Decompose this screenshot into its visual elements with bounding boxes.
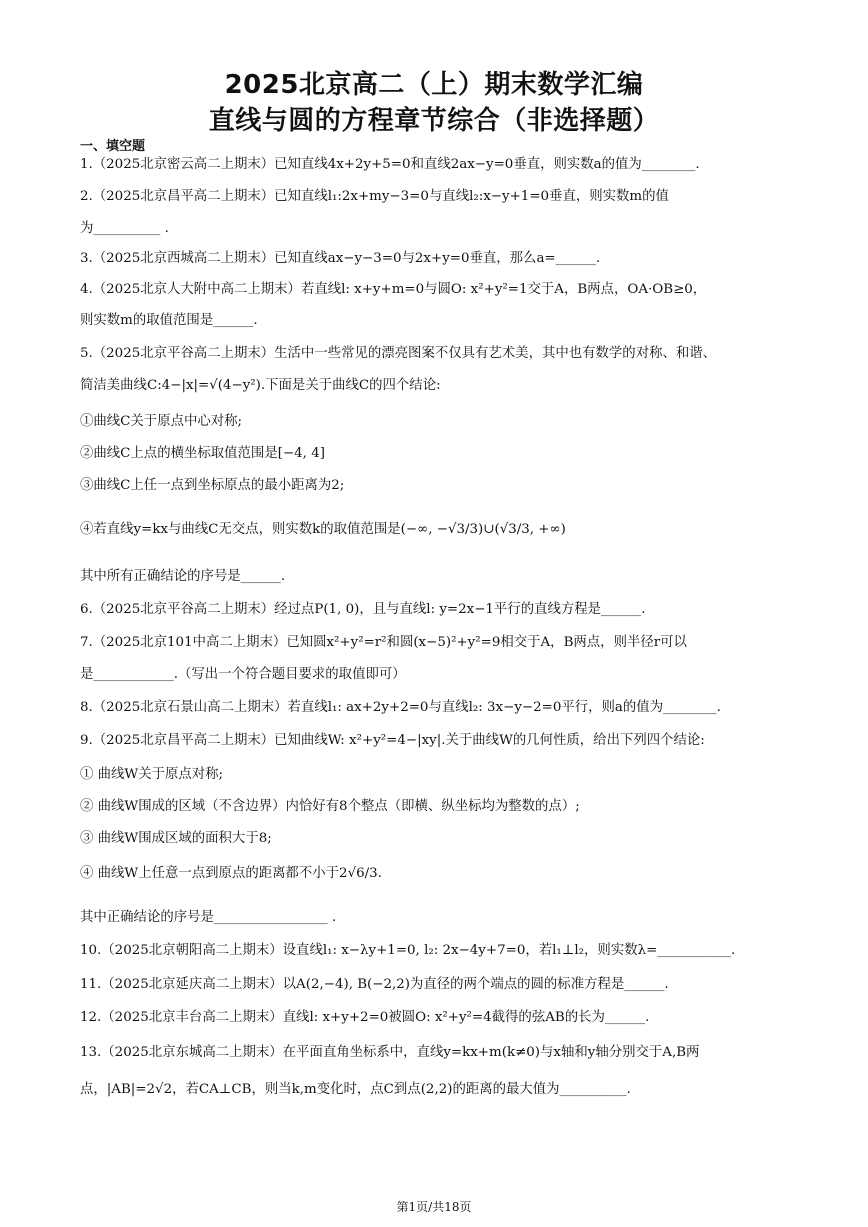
problem-line: 6.（2025北京平谷高二上期末）经过点P(1, 0)，且与直线l: y=2x−1平行的直线方程是______. <box>80 602 646 617</box>
problem-line: 点，|AB|=2√2，若CA⊥CB，则当k,m变化时，点C到点(2,2)的距离的最大值为__________. <box>80 1082 631 1097</box>
list-item: ②曲线C上点的横坐标取值范围是[−4, 4] <box>80 446 325 461</box>
problem-line: 8.（2025北京石景山高二上期末）若直线l₁: ax+2y+2=0与直线l₂: 3x−y−2=0平行，则a的值为________. <box>80 700 721 715</box>
list-item: ③曲线C上任一点到坐标原点的最小距离为2; <box>80 478 345 493</box>
list-item: ①曲线C关于原点中心对称; <box>80 414 243 429</box>
list-item: ④若直线y=kx与曲线C无交点，则实数k的取值范围是(−∞, −√3/3)∪(√3/3, +∞) <box>80 522 566 537</box>
list-item: ② 曲线W围成的区域（不含边界）内恰好有8个整点（即横、纵坐标均为整数的点）; <box>80 799 580 814</box>
problem-line: 4.（2025北京人大附中高二上期末）若直线l: x+y+m=0与圆O: x²+y²=1交于A，B两点，OA·OB≥0， <box>80 282 707 297</box>
problem-line: 11.（2025北京延庆高二上期末）以A(2,−4), B(−2,2)为直径的两个端点的圆的标准方程是______. <box>80 977 669 992</box>
problem-line: 10.（2025北京朝阳高二上期末）设直线l₁: x−λy+1=0, l₂: 2x−4y+7=0，若l₁⊥l₂，则实数λ=___________. <box>80 943 736 958</box>
document-title: 2025北京高二（上）期末数学汇编 <box>224 70 644 100</box>
problem-line: 9.（2025北京昌平高二上期末）已知曲线W: x²+y²=4−|xy|.关于曲线W的几何性质，给出下列四个结论: <box>80 733 705 748</box>
page-number: 第1页/共18页 <box>396 1200 472 1214</box>
problem-line: 简洁美曲线C:4−|x|=√(4−y²).下面是关于曲线C的四个结论: <box>80 378 441 393</box>
section-heading: 一、填空题 <box>80 139 146 154</box>
problem-line: 5.（2025北京平谷高二上期末）生活中一些常见的漂亮图案不仅具有艺术美，其中也有数学的对称、和谐、 <box>80 346 717 361</box>
list-item: ① 曲线W关于原点对称; <box>80 767 224 782</box>
problem-line: 其中正确结论的序号是_________________ . <box>80 910 337 925</box>
list-item: ④ 曲线W上任意一点到原点的距离都不小于2√6/3. <box>80 866 382 881</box>
problem-line: 则实数m的取值范围是______. <box>80 313 258 328</box>
problem-line: 为__________ . <box>80 221 169 236</box>
problem-line: 2.（2025北京昌平高二上期末）已知直线l₁:2x+my−3=0与直线l₂:x−y+1=0垂直，则实数m的值 <box>80 189 669 204</box>
problem-line: 是____________.（写出一个符合题目要求的取值即可） <box>80 667 406 682</box>
problem-line: 其中所有正确结论的序号是______. <box>80 569 286 584</box>
list-item: ③ 曲线W围成区域的面积大于8; <box>80 831 272 846</box>
document-subtitle: 直线与圆的方程章节综合（非选择题） <box>208 106 660 136</box>
problem-line: 12.（2025北京丰台高二上期末）直线l: x+y+2=0被圆O: x²+y²=4截得的弦AB的长为______. <box>80 1010 650 1025</box>
problem-line: 1.（2025北京密云高二上期末）已知直线4x+2y+5=0和直线2ax−y=0垂直，则实数a的值为________. <box>80 157 700 172</box>
problem-line: 7.（2025北京101中高二上期末）已知圆x²+y²=r²和圆(x−5)²+y²=9相交于A，B两点，则半径r可以 <box>80 635 687 650</box>
problem-line: 13.（2025北京东城高二上期末）在平面直角坐标系中，直线y=kx+m(k≠0)与x轴和y轴分别交于A,B两 <box>80 1045 700 1060</box>
problem-line: 3.（2025北京西城高二上期末）已知直线ax−y−3=0与2x+y=0垂直，那么a=______. <box>80 251 601 266</box>
